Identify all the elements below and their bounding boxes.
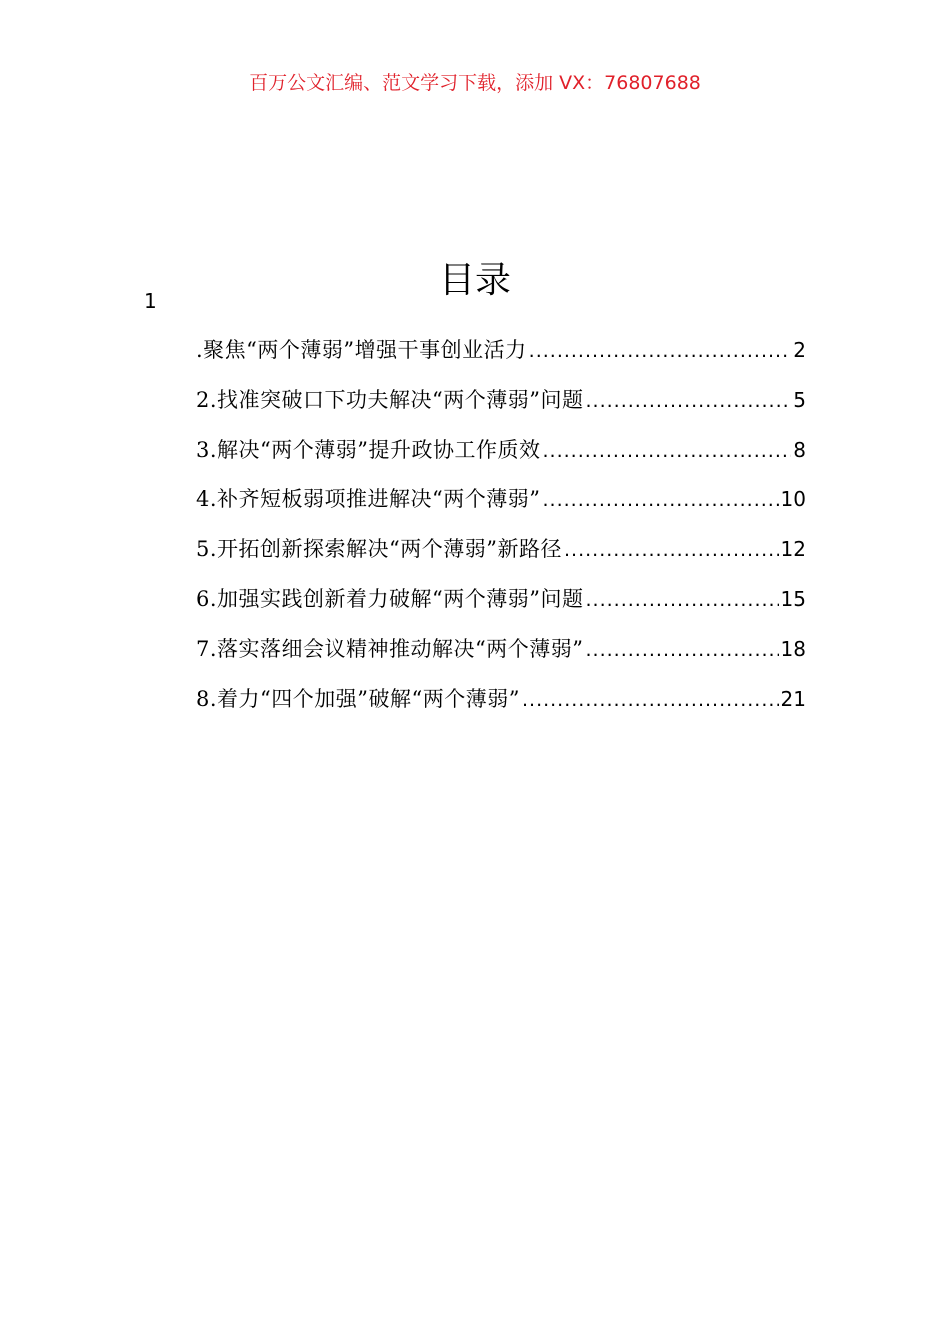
toc-dot-leader: [586, 390, 792, 412]
toc-entry-title: 7.落实落细会议精神推动解决“两个薄弱”: [196, 636, 584, 661]
toc-entry-7[interactable]: [196, 633, 806, 683]
document-title: 目录: [438, 260, 511, 302]
toc-entry-page: 8: [793, 437, 806, 462]
toc-entry-page: 10: [780, 487, 806, 512]
toc-entry-title: 8.着力“四个加强”破解“两个薄弱”: [196, 686, 520, 711]
toc-entry-title: 3.解决“两个薄弱”提升政协工作质效: [196, 437, 541, 462]
toc-entry-title: 4.补齐短板弱项推进解决“两个薄弱”: [196, 487, 541, 512]
toc-entry-page: 21: [780, 686, 806, 711]
toc-entry-1[interactable]: [196, 334, 806, 384]
toc-entry-page: 2: [793, 338, 806, 362]
toc-dot-leader: [586, 639, 779, 661]
toc-entry-page: 5: [793, 387, 806, 412]
toc-entry-title: 6.加强实践创新着力破解“两个薄弱”问题: [196, 586, 584, 611]
toc-entry-2[interactable]: [196, 384, 806, 434]
toc-entry-title: 5.开拓创新探索解决“两个薄弱”新路径: [196, 537, 563, 562]
table-of-contents: [196, 334, 806, 732]
toc-dot-leader: [522, 689, 779, 711]
toc-entry-3[interactable]: [196, 434, 806, 484]
toc-entry-4[interactable]: [196, 483, 806, 533]
header-watermark-note: 百万公文汇编、范文学习下载，添加 VX：76807688: [249, 72, 701, 94]
toc-entry-6[interactable]: [196, 583, 806, 633]
toc-dot-leader: [543, 440, 792, 462]
toc-entry-page: 12: [780, 537, 806, 562]
toc-dot-leader: [529, 340, 792, 362]
toc-dot-leader: [543, 489, 779, 511]
toc-entry-8[interactable]: [196, 683, 806, 733]
toc-entry-title: 2.找准突破口下功夫解决“两个薄弱”问题: [196, 387, 584, 412]
toc-entry-page: 18: [780, 636, 806, 661]
toc-entry-page: 15: [780, 586, 806, 611]
toc-entry-title: .聚焦“两个薄弱”增强干事创业活力: [196, 338, 527, 362]
toc-entry-5[interactable]: [196, 533, 806, 583]
toc-dot-leader: [586, 589, 779, 611]
stray-page-number: 1: [144, 289, 157, 313]
toc-dot-leader: [564, 539, 779, 561]
